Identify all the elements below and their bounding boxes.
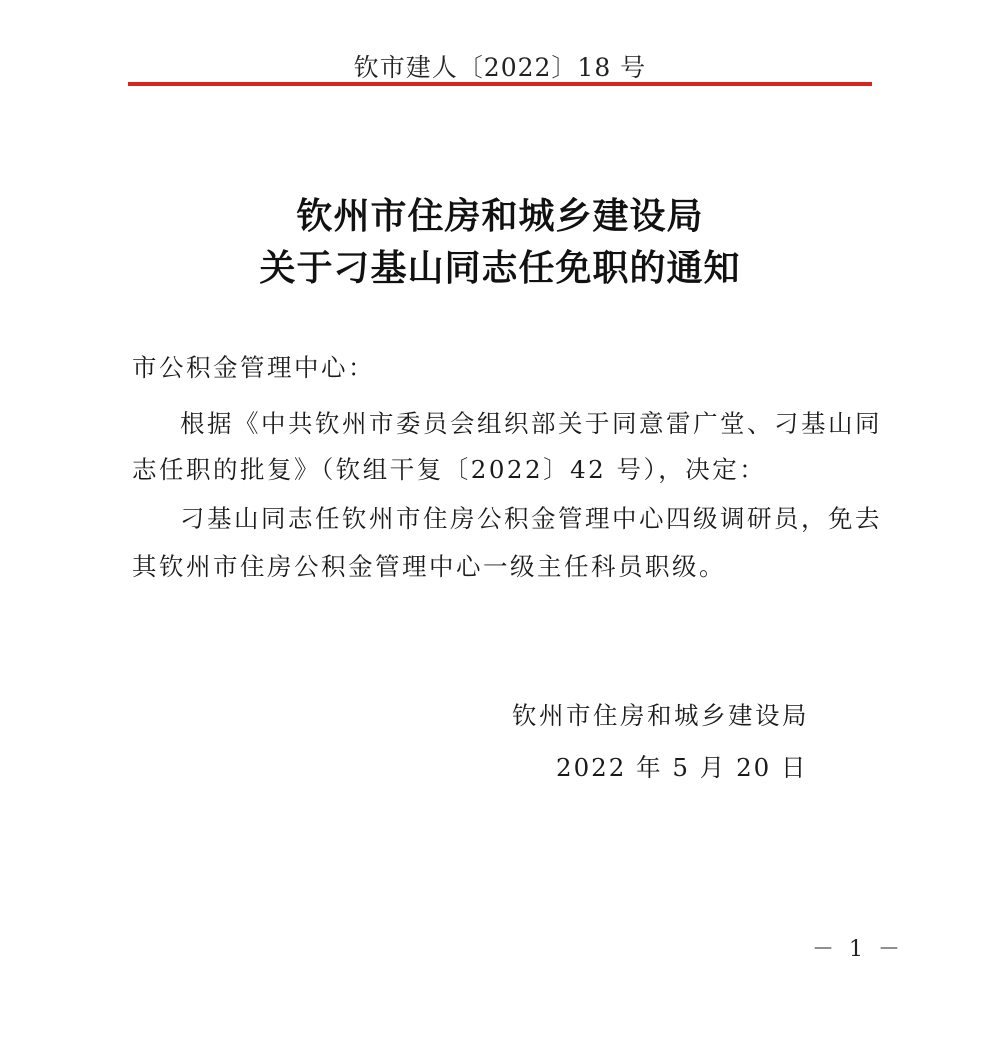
page-number: － 1 －	[812, 937, 904, 962]
document-title-line-2: 关于刁基山同志任免职的通知	[259, 248, 741, 289]
body-paragraph-1-line-1: 根据《中共钦州市委员会组织部关于同意雷广堂、刁基山同	[180, 409, 882, 438]
body-paragraph-2-line-2: 其钦州市住房公积金管理中心一级主任科员职级。	[132, 552, 726, 581]
body-paragraph-2-line-1: 刁基山同志任钦州市住房公积金管理中心四级调研员，免去	[180, 504, 882, 533]
issuer-signature: 钦州市住房和城乡建设局	[512, 701, 809, 730]
issue-date: 2022 年 5 月 20 日	[556, 753, 808, 782]
document-number: 钦市建人〔2022〕18 号	[353, 53, 647, 82]
red-header-rule	[128, 82, 872, 86]
recipient: 市公积金管理中心：	[132, 353, 375, 382]
body-paragraph-1-line-2: 志任职的批复》（钦组干复〔2022〕42 号），决定：	[132, 455, 767, 484]
document-title-line-1: 钦州市住房和城乡建设局	[296, 196, 704, 237]
